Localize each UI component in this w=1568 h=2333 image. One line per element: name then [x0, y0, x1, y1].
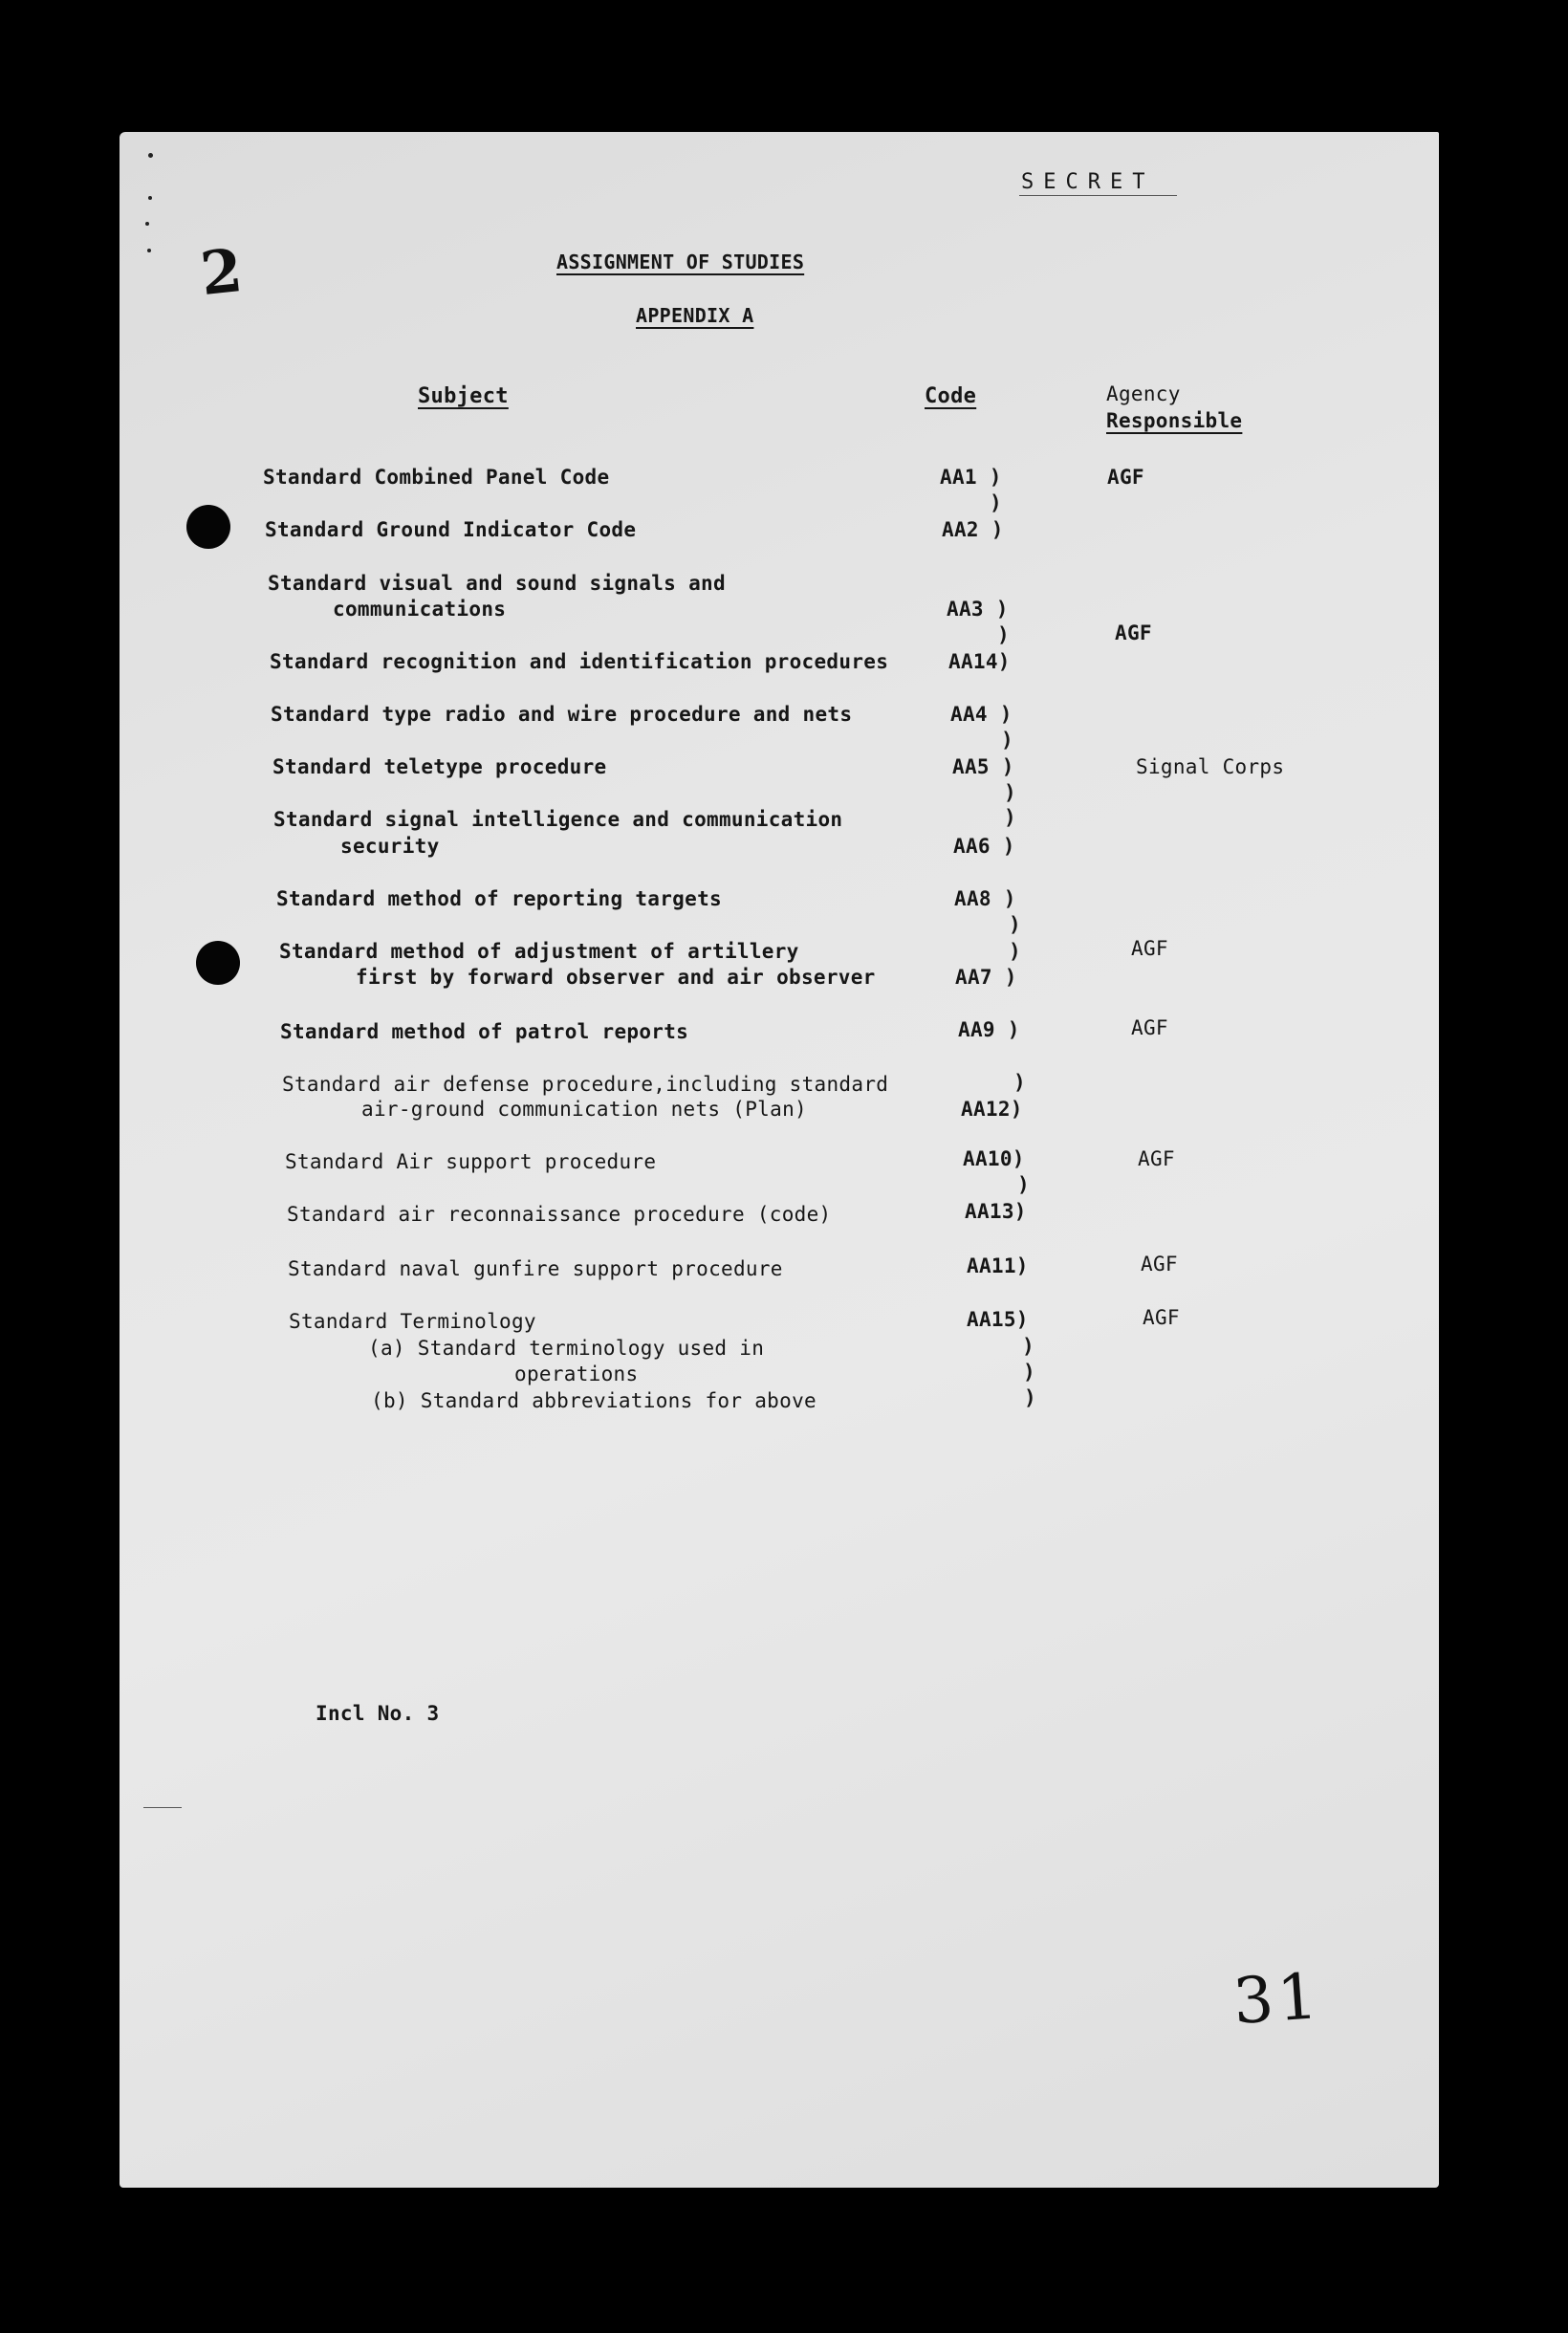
code-text: AA6 )	[953, 835, 1015, 858]
handwritten-page-number: 31	[1230, 1958, 1324, 2039]
code-text: )	[1022, 1335, 1034, 1358]
code-text: )	[1013, 1071, 1026, 1094]
code-column-header: Code	[925, 384, 977, 408]
code-text: )	[1009, 940, 1021, 963]
edge-line	[143, 1807, 182, 1808]
subject-text: Standard type radio and wire procedure and nets	[271, 703, 853, 726]
subject-text: Standard method of reporting targets	[276, 887, 722, 910]
agency-text: AGF	[1107, 466, 1144, 489]
code-text: AA1 )	[940, 466, 1002, 489]
subject-text: (b) Standard abbreviations for above	[371, 1389, 817, 1412]
subject-text: operations	[514, 1363, 639, 1385]
punch-hole-bottom	[196, 941, 240, 985]
code-text: )	[997, 623, 1010, 646]
subject-text: air-ground communication nets (Plan)	[361, 1098, 807, 1121]
code-text: )	[1004, 781, 1016, 804]
code-text: AA10)	[963, 1147, 1025, 1170]
code-text: )	[1024, 1386, 1036, 1409]
code-text: AA5 )	[952, 755, 1014, 778]
edge-speck	[148, 196, 152, 200]
subject-column-header: Subject	[418, 384, 509, 408]
code-text: AA15)	[967, 1308, 1029, 1331]
code-text: AA14)	[948, 650, 1011, 673]
document-title: ASSIGNMENT OF STUDIES	[556, 251, 805, 273]
subject-text: Standard air reconnaissance procedure (code)	[287, 1203, 832, 1226]
code-text: AA13)	[965, 1200, 1027, 1223]
subject-text: Standard Terminology	[289, 1310, 536, 1333]
edge-speck	[147, 249, 151, 252]
code-text: )	[1009, 913, 1021, 936]
subject-text: (a) Standard terminology used in	[368, 1337, 765, 1360]
subject-text: communications	[333, 598, 507, 621]
agency-text: AGF	[1115, 621, 1152, 644]
code-text: )	[990, 491, 1002, 514]
punch-hole-top	[186, 505, 230, 549]
code-text: AA11)	[967, 1254, 1029, 1277]
code-text: )	[1017, 1173, 1030, 1196]
edge-speck	[148, 153, 153, 158]
code-text: AA2 )	[942, 518, 1004, 541]
code-text: AA3 )	[947, 598, 1009, 621]
agency-text: Signal Corps	[1136, 755, 1285, 778]
edge-speck	[145, 222, 149, 226]
agency-text: AGF	[1131, 937, 1168, 960]
classification-underline	[1019, 195, 1177, 196]
subject-text: Standard method of patrol reports	[280, 1020, 689, 1043]
subject-text: Standard method of adjustment of artillery	[279, 940, 799, 963]
code-text: AA7 )	[955, 966, 1017, 989]
agency-column-header-line1: Agency	[1106, 382, 1181, 405]
code-text: AA4 )	[950, 703, 1013, 726]
subject-text: Standard signal intelligence and communication	[273, 808, 843, 831]
subject-text: security	[340, 835, 440, 858]
inclosure-number: Incl No. 3	[316, 1702, 440, 1725]
subject-text: Standard visual and sound signals and	[268, 572, 726, 595]
subject-text: Standard air defense procedure,including standard	[282, 1073, 889, 1096]
subject-text: Standard Ground Indicator Code	[265, 518, 637, 541]
agency-text: AGF	[1138, 1147, 1175, 1170]
code-text: )	[1001, 729, 1013, 752]
subject-text: Standard Combined Panel Code	[263, 466, 610, 489]
margin-mark: 2	[197, 234, 246, 310]
code-text: AA12)	[961, 1098, 1023, 1121]
subject-text: Standard naval gunfire support procedure	[288, 1257, 783, 1280]
code-text: AA8 )	[954, 887, 1016, 910]
subject-text: first by forward observer and air observer	[356, 966, 876, 989]
code-text: AA9 )	[958, 1018, 1020, 1041]
classification-marking: SECRET	[1021, 170, 1155, 194]
subject-text: Standard recognition and identification procedures	[270, 650, 889, 673]
subject-text: Standard Air support procedure	[285, 1150, 657, 1173]
agency-column-header-line2: Responsible	[1106, 409, 1243, 432]
appendix-heading: APPENDIX A	[636, 304, 754, 327]
agency-text: AGF	[1131, 1016, 1168, 1039]
agency-text: AGF	[1143, 1306, 1180, 1329]
agency-text: AGF	[1141, 1253, 1178, 1276]
subject-text: Standard teletype procedure	[272, 755, 607, 778]
code-text: )	[1004, 806, 1016, 829]
code-text: )	[1023, 1361, 1035, 1384]
